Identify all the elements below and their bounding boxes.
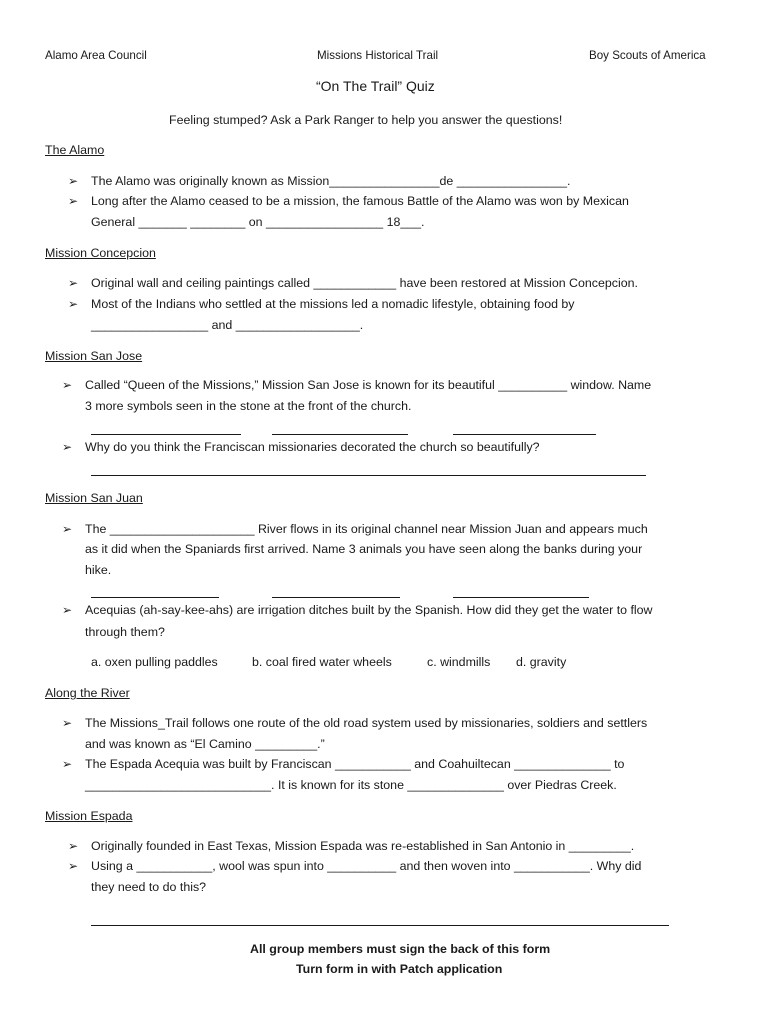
concepcion-question-2-line-2: _________________ and __________________. — [91, 318, 364, 332]
header-center: Missions Historical Trail — [317, 49, 439, 62]
bullet-icon: ➢ — [62, 716, 73, 730]
answer-option-c[interactable]: c. windmills — [427, 655, 491, 669]
bullet-icon: ➢ — [68, 839, 79, 853]
answer-line[interactable] — [453, 597, 589, 598]
san-juan-question-1-line-2: as it did when the Spaniards first arrived. Name 3 animals you have seen along the banks during your — [85, 542, 643, 556]
san-jose-question-1-line-1: Called “Queen of the Missions,” Mission San Jose is known for its beautiful __________ window. Name — [85, 378, 652, 392]
section-heading-concepcion: Mission Concepcion — [45, 246, 156, 260]
bullet-icon: ➢ — [68, 276, 79, 290]
alamo-question-1: The Alamo was originally known as Mission________________de ________________. — [91, 174, 571, 188]
answer-option-b[interactable]: b. coal fired water wheels — [252, 655, 392, 669]
section-heading-san-juan: Mission San Juan — [45, 491, 143, 505]
bullet-icon: ➢ — [68, 174, 79, 188]
bullet-icon: ➢ — [68, 194, 79, 208]
san-jose-question-1-line-2: 3 more symbols seen in the stone at the front of the church. — [85, 399, 412, 413]
answer-line[interactable] — [272, 434, 408, 435]
river-question-1-line-1: The Missions_Trail follows one route of the old road system used by missionaries, soldiers and settlers — [85, 716, 648, 730]
bullet-icon: ➢ — [62, 603, 73, 617]
section-heading-espada: Mission Espada — [45, 809, 133, 823]
alamo-question-2-line-1: Long after the Alamo ceased to be a mission, the famous Battle of the Alamo was won by Mexican — [91, 194, 629, 208]
bullet-icon: ➢ — [62, 440, 73, 454]
bullet-icon: ➢ — [62, 757, 73, 771]
answer-option-a[interactable]: a. oxen pulling paddles — [91, 655, 218, 669]
river-question-1-line-2: and was known as “El Camino _________.” — [85, 737, 325, 751]
alamo-question-2-line-2: General _______ ________ on _________________ 18___. — [91, 215, 425, 229]
answer-line[interactable] — [91, 475, 646, 476]
river-question-2-line-2: ___________________________. It is known for its stone ______________ over Piedras Creek. — [85, 778, 617, 792]
header-left: Alamo Area Council — [45, 49, 147, 62]
section-heading-san-jose: Mission San Jose — [45, 349, 143, 363]
header-right: Boy Scouts of America — [589, 49, 706, 62]
page-title: “On The Trail” Quiz — [316, 78, 435, 94]
footer-submit-instruction: Turn form in with Patch application — [296, 962, 503, 976]
bullet-icon: ➢ — [62, 378, 73, 392]
san-jose-question-2: Why do you think the Franciscan missionaries decorated the church so beautifully? — [85, 440, 540, 454]
san-juan-question-1-line-1: The _____________________ River flows in its original channel near Mission Juan and appears much — [85, 522, 648, 536]
answer-line[interactable] — [91, 434, 241, 435]
san-juan-question-2-line-2: through them? — [85, 625, 165, 639]
concepcion-question-2-line-1: Most of the Indians who settled at the missions led a nomadic lifestyle, obtaining food by — [91, 297, 575, 311]
page-subtitle: Feeling stumped? Ask a Park Ranger to help you answer the questions! — [169, 113, 563, 127]
section-heading-along-the-river: Along the River — [45, 686, 130, 700]
answer-line[interactable] — [453, 434, 596, 435]
espada-question-2-line-2: they need to do this? — [91, 880, 207, 894]
section-heading-alamo: The Alamo — [45, 143, 105, 157]
bullet-icon: ➢ — [62, 522, 73, 536]
answer-line[interactable] — [91, 925, 669, 926]
footer-sign-instruction: All group members must sign the back of this form — [250, 942, 551, 956]
bullet-icon: ➢ — [68, 297, 79, 311]
espada-question-2-line-1: Using a ___________, wool was spun into __________ and then woven into ___________. Why did — [91, 859, 642, 873]
bullet-icon: ➢ — [68, 859, 79, 873]
espada-question-1: Originally founded in East Texas, Mission Espada was re-established in San Antonio in _________. — [91, 839, 635, 853]
san-juan-question-2-line-1: Acequias (ah-say-kee-ahs) are irrigation ditches built by the Spanish. How did they get the water to flow — [85, 603, 653, 617]
answer-line[interactable] — [272, 597, 400, 598]
river-question-2-line-1: The Espada Acequia was built by Franciscan ___________ and Coahuiltecan ______________ to — [85, 757, 625, 771]
answer-line[interactable] — [91, 597, 219, 598]
concepcion-question-1: Original wall and ceiling paintings called ____________ have been restored at Mission Concepcion. — [91, 276, 638, 290]
san-juan-question-1-line-3: hike. — [85, 563, 112, 577]
answer-option-d[interactable]: d. gravity — [516, 655, 567, 669]
